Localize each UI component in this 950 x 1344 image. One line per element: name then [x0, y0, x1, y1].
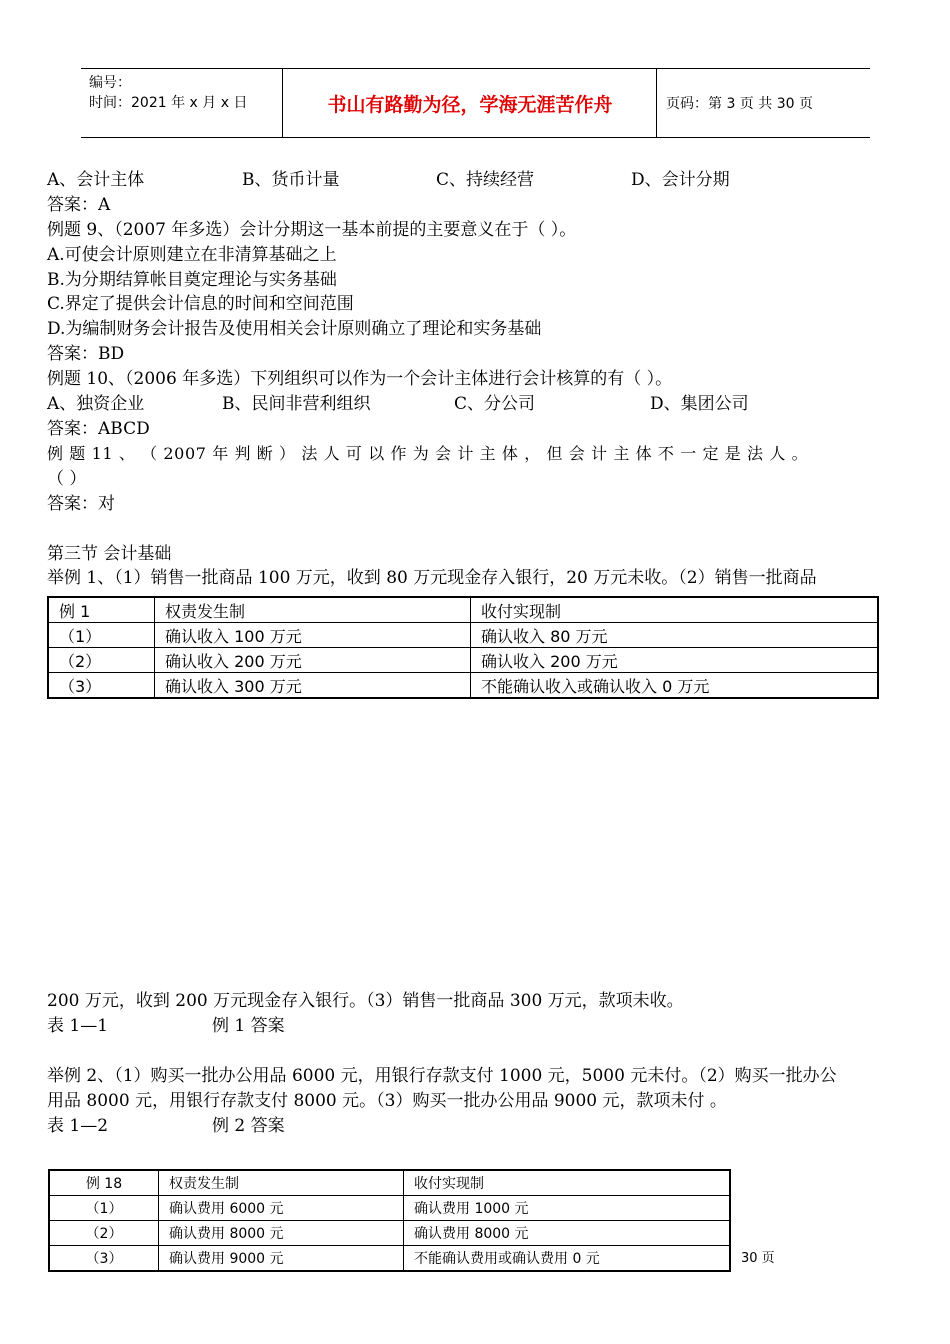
table-cell: 确认收入 100 万元	[155, 623, 471, 648]
answer-table-2	[48, 1169, 731, 1272]
table-cell: 确认费用 8000 元	[159, 1221, 404, 1246]
table-cell: （1）	[49, 1196, 159, 1221]
table-row	[48, 648, 878, 673]
option-a: A、独资企业	[47, 394, 145, 414]
table-cell: 不能确认收入或确认收入 0 万元	[471, 673, 879, 699]
answer: 答案：A	[47, 195, 111, 215]
option-c: C、持续经营	[436, 170, 535, 190]
option-a: A、会计主体	[47, 170, 145, 190]
table-cell: （2）	[48, 648, 155, 673]
answer: 答案：ABCD	[47, 419, 150, 439]
answer: 答案：BD	[47, 344, 125, 364]
header-page-info: 页码：第 3 页 共 30 页	[666, 96, 813, 112]
table-cell: 确认收入 200 万元	[471, 648, 879, 673]
header-meta	[89, 73, 247, 113]
example-text: 举例 1、（1）销售一批商品 100 万元，收到 80 万元现金存入银行，20 万元未收。（2）销售一批商品	[47, 568, 817, 588]
q8-options	[47, 168, 907, 192]
table-caption-label: 表 1—2	[47, 1116, 109, 1136]
question-stem: 例 题 11 、 （ 2007 年 判 断 ） 法 人 可 以 作 为 会 计 主 体 ， 但 会 计 主 体 不 一 定 是 法 人 。	[47, 444, 809, 463]
table-cell: 确认收入 80 万元	[471, 623, 879, 648]
question-stem: 例题 10、（2006 年多选）下列组织可以作为一个会计主体进行会计核算的有（ ）。	[47, 369, 673, 389]
table-header-row	[49, 1170, 730, 1196]
table-cell: 确认费用 8000 元	[404, 1221, 731, 1246]
header-divider	[656, 69, 657, 137]
q10-options	[47, 392, 907, 416]
table-row	[48, 623, 878, 648]
section-title: 第三节 会计基础	[47, 544, 172, 564]
table-cell: （3）	[48, 673, 155, 699]
option-d: D.为编制财务会计报告及使用相关会计原则确立了理论和实务基础	[47, 319, 542, 339]
table-cell: 不能确认费用或确认费用 0 元	[404, 1246, 731, 1272]
option-c: C、分公司	[454, 394, 536, 414]
table-header-row	[48, 597, 878, 623]
table-header-cell: 例 1	[48, 597, 155, 623]
table-row	[49, 1246, 730, 1272]
table-cell: 确认费用 6000 元	[159, 1196, 404, 1221]
table-row	[49, 1196, 730, 1221]
header-motto: 书山有路勤为径，学海无涯苦作舟	[327, 93, 613, 116]
table-cell: （3）	[49, 1246, 159, 1272]
table-caption-title: 例 2 答案	[212, 1116, 285, 1136]
table-header-cell: 收付实现制	[404, 1170, 731, 1196]
example-text: 200 万元，收到 200 万元现金存入银行。（3）销售一批商品 300 万元，款项未收。	[47, 991, 684, 1011]
page-header	[81, 68, 870, 138]
date-label: 时间：2021 年 x 月 x 日	[89, 95, 248, 111]
answer: 答案：对	[47, 494, 115, 514]
table-row	[49, 1221, 730, 1246]
option-b: B.为分期结算帐目奠定理论与实务基础	[47, 270, 337, 290]
table-cell: （1）	[48, 623, 155, 648]
option-d: D、集团公司	[650, 394, 749, 414]
example-text: 用品 8000 元，用银行存款支付 8000 元。（3）购买一批办公用品 9000 元，款项未付 。	[47, 1091, 727, 1111]
question-stem: 例题 9、（2007 年多选）会计分期这一基本前提的主要意义在于（ ）。	[47, 220, 577, 240]
option-d: D、会计分期	[631, 170, 730, 190]
table-cell: 确认收入 300 万元	[155, 673, 471, 699]
header-divider	[282, 69, 283, 137]
answer-table-1	[47, 596, 879, 699]
question-stem-cont: （ ）	[47, 469, 87, 489]
table-cell: 确认费用 1000 元	[404, 1196, 731, 1221]
table-cell: 确认费用 9000 元	[159, 1246, 404, 1272]
table-cell: 确认收入 200 万元	[155, 648, 471, 673]
option-a: A.可使会计原则建立在非清算基础之上	[47, 245, 337, 265]
option-b: B、货币计量	[242, 170, 340, 190]
page-footer: 30 页	[741, 1251, 775, 1266]
table-header-cell: 权责发生制	[155, 597, 471, 623]
example-text: 举例 2、（1）购买一批办公用品 6000 元，用银行存款支付 1000 元，5000 元未付。（2）购买一批办公	[47, 1066, 837, 1086]
table-header-cell: 权责发生制	[159, 1170, 404, 1196]
option-c: C.界定了提供会计信息的时间和空间范围	[47, 294, 354, 314]
number-label: 编号：	[89, 75, 131, 91]
option-b: B、民间非营利组织	[222, 394, 371, 414]
table-caption-label: 表 1—1	[47, 1016, 109, 1036]
table-cell: （2）	[49, 1221, 159, 1246]
table-row	[48, 673, 878, 699]
table-caption-title: 例 1 答案	[212, 1016, 285, 1036]
table-header-cell: 收付实现制	[471, 597, 879, 623]
table-header-cell: 例 18	[49, 1170, 159, 1196]
